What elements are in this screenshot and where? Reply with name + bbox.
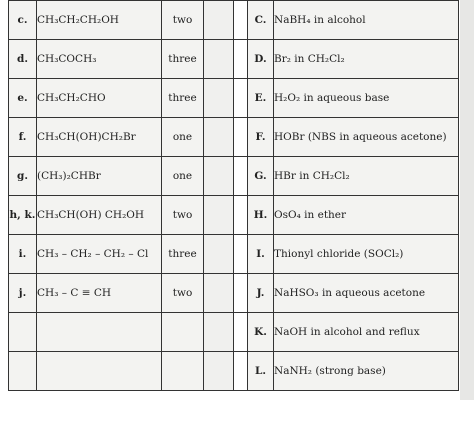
table-row	[9, 235, 459, 274]
signal-count	[162, 313, 204, 352]
answer-blank[interactable]	[204, 352, 234, 391]
column-gap	[234, 157, 248, 196]
column-gap	[234, 352, 248, 391]
row-letter: d.	[9, 40, 37, 79]
compound-formula: CH₃CH(OH) CH₂OH	[37, 196, 162, 235]
reagent-letter: J.	[248, 274, 274, 313]
signal-count	[162, 352, 204, 391]
reagent-letter: I.	[248, 235, 274, 274]
reaction-matching-table	[8, 0, 459, 391]
reagent-letter: H.	[248, 196, 274, 235]
table-row	[9, 118, 459, 157]
answer-blank[interactable]	[204, 40, 234, 79]
reagent-text: NaOH in alcohol and reflux	[274, 313, 459, 352]
compound-formula: CH₃ – CH₂ – CH₂ – Cl	[37, 235, 162, 274]
row-letter: f.	[9, 118, 37, 157]
table-row	[9, 40, 459, 79]
answer-blank[interactable]	[204, 79, 234, 118]
column-gap	[234, 40, 248, 79]
row-letter: h, k.	[9, 196, 37, 235]
compound-formula: CH₃CH₂CH₂OH	[37, 1, 162, 40]
row-letter: j.	[9, 274, 37, 313]
column-gap	[234, 274, 248, 313]
answer-blank[interactable]	[204, 235, 234, 274]
signal-count: two	[162, 196, 204, 235]
page-edge	[460, 0, 474, 400]
column-gap	[234, 118, 248, 157]
table-row	[9, 1, 459, 40]
compound-formula: CH₃COCH₃	[37, 40, 162, 79]
reagent-letter: D.	[248, 40, 274, 79]
signal-count: three	[162, 235, 204, 274]
reagent-letter: K.	[248, 313, 274, 352]
table-row	[9, 79, 459, 118]
reagent-text: H₂O₂ in aqueous base	[274, 79, 459, 118]
compound-formula: (CH₃)₂CHBr	[37, 157, 162, 196]
reagent-letter: G.	[248, 157, 274, 196]
signal-count: one	[162, 118, 204, 157]
compound-formula: CH₃ – C ≡ CH	[37, 274, 162, 313]
row-letter	[9, 313, 37, 352]
answer-blank[interactable]	[204, 313, 234, 352]
reagent-text: HBr in CH₂Cl₂	[274, 157, 459, 196]
row-letter: g.	[9, 157, 37, 196]
compound-formula	[37, 352, 162, 391]
answer-blank[interactable]	[204, 118, 234, 157]
signal-count: two	[162, 1, 204, 40]
compound-formula: CH₃CH(OH)CH₂Br	[37, 118, 162, 157]
signal-count: one	[162, 157, 204, 196]
reagent-text: Thionyl chloride (SOCl₂)	[274, 235, 459, 274]
reagent-letter: C.	[248, 1, 274, 40]
reagent-letter: F.	[248, 118, 274, 157]
column-gap	[234, 235, 248, 274]
table-row	[9, 313, 459, 352]
answer-blank[interactable]	[204, 196, 234, 235]
row-letter	[9, 352, 37, 391]
reagent-text: NaHSO₃ in aqueous acetone	[274, 274, 459, 313]
reagent-letter: E.	[248, 79, 274, 118]
compound-formula: CH₃CH₂CHO	[37, 79, 162, 118]
signal-count: three	[162, 40, 204, 79]
reagent-text: HOBr (NBS in aqueous acetone)	[274, 118, 459, 157]
column-gap	[234, 313, 248, 352]
column-gap	[234, 1, 248, 40]
answer-blank[interactable]	[204, 1, 234, 40]
row-letter: i.	[9, 235, 37, 274]
reagent-letter: L.	[248, 352, 274, 391]
table-row	[9, 157, 459, 196]
reagent-text: Br₂ in CH₂Cl₂	[274, 40, 459, 79]
row-letter: c.	[9, 1, 37, 40]
table-row	[9, 196, 459, 235]
column-gap	[234, 79, 248, 118]
reagent-text: NaBH₄ in alcohol	[274, 1, 459, 40]
answer-blank[interactable]	[204, 274, 234, 313]
answer-blank[interactable]	[204, 157, 234, 196]
reagent-text: NaNH₂ (strong base)	[274, 352, 459, 391]
column-gap	[234, 196, 248, 235]
table-row	[9, 274, 459, 313]
reagent-text: OsO₄ in ether	[274, 196, 459, 235]
table-row	[9, 352, 459, 391]
signal-count: three	[162, 79, 204, 118]
compound-formula	[37, 313, 162, 352]
row-letter: e.	[9, 79, 37, 118]
signal-count: two	[162, 274, 204, 313]
